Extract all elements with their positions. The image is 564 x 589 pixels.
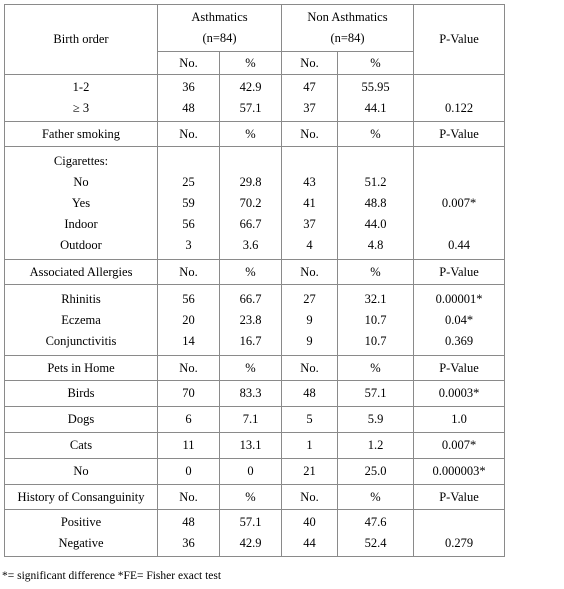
section-no-header: No. [158,485,220,510]
cell-value [414,77,504,98]
cell-value: 0.279 [444,536,474,550]
section-pct-header: % [220,260,282,285]
cigarettes-label: Cigarettes: [53,153,109,168]
cell-value: 16.7 [239,333,262,348]
cell-value: 66.7 [239,291,262,306]
cell-value: 57.1 [239,101,262,115]
section-no-header: No. [158,122,220,147]
section-no-header: No. [158,260,220,285]
cell-value: 59 [182,195,195,210]
cell-value: 13.1 [220,433,282,459]
pets-header-row [5,356,505,381]
cell-value: 0 [158,459,220,485]
section-no-header: No. [282,122,338,147]
cell-value: 3.6 [242,237,259,252]
cell-value: 70.2 [239,195,262,210]
cell-value: 6 [158,407,220,433]
section-no-header: No. [158,356,220,381]
pets-row-no [5,459,505,485]
cell-value: 57.1 [338,381,414,407]
row-label: Conjunctivitis [45,333,117,348]
row-label: Negative [58,536,104,550]
cell-value: 47.6 [364,515,387,529]
cell-value: 48 [182,515,195,529]
cell-value: 36 [182,80,195,94]
cell-value: 0.0003* [414,381,505,407]
section-pct-header: % [220,485,282,510]
cell-value: 0.00001* [435,291,483,306]
spacer [282,151,337,172]
cell-value: 1 [282,433,338,459]
row-label: Yes [71,195,91,210]
cell-value: 0.007* [414,433,505,459]
cell-value: 47 [303,80,316,94]
cell-value: 20 [182,312,195,327]
row-label: Positive [60,515,102,529]
cell-value: 42.9 [239,80,262,94]
row-label: No [73,174,89,189]
cell-value: 51.2 [364,174,387,189]
birth-order-n-no [282,75,338,122]
cell-value: 37 [303,101,316,115]
row-label: Cats [5,433,158,459]
section-pct-header: % [220,356,282,381]
pets-row-dogs [5,407,505,433]
cell-value: 36 [182,536,195,550]
consanguinity-labels [5,510,158,557]
father-smoking-header-row [5,122,505,147]
cell-value: 56 [182,216,195,231]
cell-value: 70 [158,381,220,407]
cell-value: 43 [303,174,316,189]
cell-value: 23.8 [239,312,262,327]
allergies-block [5,285,505,356]
cell-value: 48 [282,381,338,407]
section-pvalue-header: P-Value [414,260,505,285]
consanguinity-title: History of Consanguinity [5,485,158,510]
cell-value: 4 [306,237,313,252]
father-smoking-n-no [282,147,338,260]
father-smoking-p [414,147,505,260]
allergies-header-row [5,260,505,285]
cell-value: 37 [303,216,316,231]
consanguinity-p [414,510,505,557]
pvalue-header [414,5,505,75]
consanguinity-header-row [5,485,505,510]
cell-value: 32.1 [364,291,387,306]
allergies-title: Associated Allergies [5,260,158,285]
spacer [338,151,413,172]
cell-value: 56 [182,291,195,306]
father-smoking-a-no [158,147,220,260]
birth-order-n-pct [338,75,414,122]
cell-value: 48.8 [364,195,387,210]
cell-value: 55.95 [361,80,390,94]
cell-value [414,214,504,235]
cell-value: 27 [303,291,316,306]
cell-value: 25 [182,174,195,189]
birth-order-header [5,5,158,75]
cell-value: 25.0 [338,459,414,485]
section-pct-header: % [338,122,414,147]
allergies-n-pct [338,285,414,356]
row-label: Outdoor [60,237,102,252]
asthmatics-pct-header: % [220,52,282,75]
cell-value: 0.000003* [414,459,505,485]
section-no-header: No. [282,485,338,510]
allergies-a-no [158,285,220,356]
cell-value: 0.04* [444,312,474,327]
row-label: Rhinitis [61,291,101,306]
asthmatics-n: (n=84) [202,31,237,45]
cell-value: 42.9 [239,536,262,550]
consanguinity-block [5,510,505,557]
row-label: Birds [5,381,158,407]
non-asthmatics-pct-header: % [338,52,414,75]
cell-value: 57.1 [239,515,262,529]
spacer [220,151,281,172]
cell-value: 21 [282,459,338,485]
cell-value: 1.0 [414,407,505,433]
non-asthmatics-header [282,5,414,52]
allergies-a-pct [220,285,282,356]
section-pvalue-header: P-Value [414,485,505,510]
allergies-labels [5,285,158,356]
father-smoking-labels [5,147,158,260]
footnote: *= significant difference *FE= Fisher exact test [2,570,222,582]
section-pct-header: % [338,485,414,510]
cell-value: 1.2 [338,433,414,459]
cell-value: 10.7 [364,333,387,348]
pets-row-birds [5,381,505,407]
pvalue-header-label: P-Value [439,32,479,46]
row-label: Eczema [61,312,101,327]
cell-value: 66.7 [239,216,262,231]
pets-row-cats [5,433,505,459]
cell-value: 83.3 [220,381,282,407]
cell-value: 0.44 [448,237,470,252]
cell-value: 5.9 [338,407,414,433]
section-pvalue-header: P-Value [414,122,505,147]
section-pvalue-header: P-Value [414,356,505,381]
cell-value: 0.007* [441,195,477,210]
asthmatics-no-header: No. [158,52,220,75]
cell-value: 9 [306,312,313,327]
cell-value: 41 [303,195,316,210]
section-no-header: No. [282,356,338,381]
consanguinity-a-no [158,510,220,557]
allergies-n-no [282,285,338,356]
consanguinity-n-pct [338,510,414,557]
cell-value: 44.1 [364,101,387,115]
father-smoking-block [5,147,505,260]
section-pct-header: % [338,356,414,381]
row-label: Indoor [64,216,98,231]
cell-value: 9 [306,333,313,348]
birth-order-label: 1-2 [72,80,90,94]
spacer [414,151,504,172]
cell-value: 0.369 [444,333,474,348]
birth-order-a-pct [220,75,282,122]
cell-value: 44 [303,536,316,550]
asthmatics-header [158,5,282,52]
cell-value: 0.122 [444,101,474,115]
row-label: Dogs [5,407,158,433]
cell-value: 11 [158,433,220,459]
section-pct-header: % [338,260,414,285]
header-row [5,5,505,52]
father-smoking-a-pct [220,147,282,260]
spacer [158,151,219,172]
cell-value: 48 [182,101,195,115]
non-asthmatics-n: (n=84) [330,31,365,45]
birth-order-a-no [158,75,220,122]
data-table [4,4,505,557]
non-asthmatics-no-header: No. [282,52,338,75]
birth-order-header-label: Birth order [53,32,109,46]
cell-value: 10.7 [364,312,387,327]
cell-value: 7.1 [220,407,282,433]
cell-value: 3 [185,237,192,252]
asthmatics-title: Asthmatics [191,10,248,24]
cell-value: 29.8 [239,174,262,189]
row-label: No [5,459,158,485]
birth-order-p [414,75,505,122]
cell-value: 14 [182,333,195,348]
cell-value [414,172,504,193]
cell-value: 40 [303,515,316,529]
birth-order-block [5,75,505,122]
section-pct-header: % [220,122,282,147]
consanguinity-a-pct [220,510,282,557]
consanguinity-n-no [282,510,338,557]
birth-order-label: ≥ 3 [72,101,90,115]
allergies-p [414,285,505,356]
cell-value [414,512,504,533]
cell-value: 5 [282,407,338,433]
section-no-header: No. [282,260,338,285]
cell-value: 44.0 [364,216,387,231]
pets-title: Pets in Home [5,356,158,381]
cell-value: 0 [220,459,282,485]
non-asthmatics-title: Non Asthmatics [307,10,388,24]
father-smoking-n-pct [338,147,414,260]
cell-value: 4.8 [367,237,384,252]
cell-value: 52.4 [364,536,387,550]
birth-order-labels [5,75,158,122]
father-smoking-title: Father smoking [5,122,158,147]
